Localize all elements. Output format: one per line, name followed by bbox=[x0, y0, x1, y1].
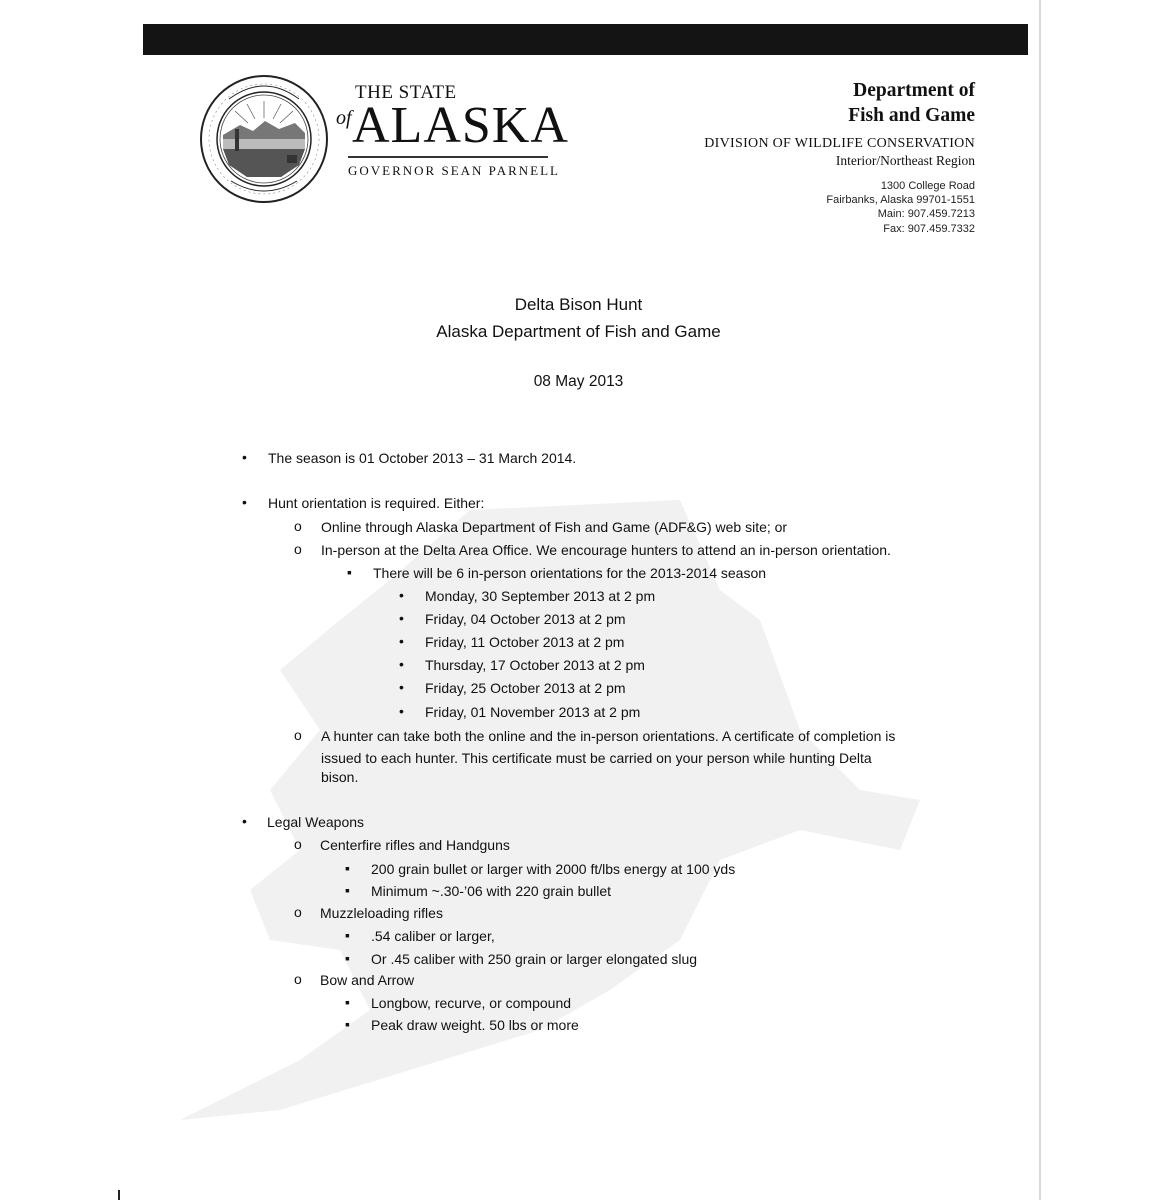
region-name: Interior/Northeast Region bbox=[835, 153, 975, 168]
square-marker: ▪ bbox=[345, 994, 350, 1010]
letterhead-bar bbox=[143, 24, 1028, 55]
state-of-text: of bbox=[336, 107, 352, 129]
document-date: 08 May 2013 bbox=[533, 373, 624, 390]
division-name: DIVISION OF WILDLIFE CONSERVATION bbox=[704, 136, 975, 151]
weapons-heading: Legal Weapons bbox=[267, 814, 365, 830]
circle-marker: o bbox=[294, 904, 302, 920]
centerfire-item: 200 grain bullet or larger with 2000 ft/lbs energy at 100 yds bbox=[371, 861, 736, 877]
state-alaska-text: ALASKA bbox=[352, 97, 569, 154]
bullet-marker: • bbox=[242, 449, 247, 465]
phone-line: Main: 907.459.7213 bbox=[877, 208, 975, 221]
centerfire-item: Minimum ~.30-’06 with 220 grain bullet bbox=[371, 883, 612, 899]
department-line-2: Fish and Game bbox=[848, 105, 975, 126]
session-item: Thursday, 17 October 2013 at 2 pm bbox=[425, 657, 645, 673]
session-item: Friday, 11 October 2013 at 2 pm bbox=[425, 634, 625, 650]
document-subtitle: Alaska Department of Fish and Game bbox=[436, 322, 721, 341]
muzzleloading-item: Or .45 caliber with 250 grain or larger elongated slug bbox=[371, 951, 698, 967]
session-item: Friday, 04 October 2013 at 2 pm bbox=[425, 611, 626, 627]
square-marker: ▪ bbox=[347, 564, 352, 580]
session-item: Friday, 01 November 2013 at 2 pm bbox=[425, 704, 641, 720]
muzzleloading-heading: Muzzleloading rifles bbox=[320, 905, 443, 921]
department-name bbox=[848, 78, 975, 128]
department-line-1: Department of bbox=[853, 80, 975, 101]
orientation-heading: Hunt orientation is required. Either: bbox=[268, 495, 485, 511]
circle-marker: o bbox=[294, 518, 302, 534]
session-item: Monday, 30 September 2013 at 2 pm bbox=[425, 588, 656, 604]
certificate-line-1: A hunter can take both the online and the in-person orientations. A certificate of completion is bbox=[321, 728, 896, 744]
bullet-marker: • bbox=[399, 633, 404, 649]
address-line: Fairbanks, Alaska 99701-1551 bbox=[826, 194, 975, 207]
bullet-marker: • bbox=[399, 610, 404, 626]
bow-item: Peak draw weight. 50 lbs or more bbox=[371, 1017, 579, 1033]
centerfire-heading: Centerfire rifles and Handguns bbox=[320, 837, 510, 853]
orientation-online: Online through Alaska Department of Fish and Game (ADF&G) web site; or bbox=[321, 519, 788, 535]
address-line: 1300 College Road bbox=[880, 180, 975, 192]
scan-edge bbox=[1039, 0, 1041, 1200]
scan-mark bbox=[118, 1190, 120, 1200]
bullet-marker: • bbox=[399, 587, 404, 603]
state-the-text: THE STATE bbox=[355, 82, 457, 103]
circle-marker: o bbox=[294, 971, 302, 987]
bullet-marker: • bbox=[399, 679, 404, 695]
bullet-marker: • bbox=[399, 656, 404, 672]
square-marker: ▪ bbox=[345, 927, 350, 943]
square-marker: ▪ bbox=[345, 1016, 350, 1032]
circle-marker: o bbox=[294, 836, 302, 852]
orientation-in-person: In-person at the Delta Area Office. We encourage hunters to attend an in-person orientation. bbox=[321, 542, 891, 558]
square-marker: ▪ bbox=[345, 860, 350, 876]
square-marker: ▪ bbox=[345, 882, 350, 898]
sessions-intro: There will be 6 in-person orientations for the 2013-2014 season bbox=[373, 565, 767, 581]
bullet-marker: • bbox=[242, 813, 247, 829]
certificate-line-3: bison. bbox=[321, 769, 359, 785]
bullet-marker: • bbox=[242, 494, 247, 510]
document-title: Delta Bison Hunt bbox=[514, 295, 643, 314]
session-item: Friday, 25 October 2013 at 2 pm bbox=[425, 680, 626, 696]
governor-name: GOVERNOR SEAN PARNELL bbox=[348, 163, 560, 178]
square-marker: ▪ bbox=[345, 950, 350, 966]
fax-line: Fax: 907.459.7332 bbox=[883, 222, 975, 235]
address-block bbox=[826, 179, 975, 236]
circle-marker: o bbox=[294, 541, 302, 557]
certificate-line-2: issued to each hunter. This certificate must be carried on your person while hunting Delta bbox=[321, 750, 872, 766]
state-seal-icon bbox=[195, 73, 333, 205]
letterhead-rule bbox=[348, 156, 548, 158]
bow-item: Longbow, recurve, or compound bbox=[371, 995, 572, 1011]
bullet-marker: • bbox=[399, 703, 404, 719]
bow-heading: Bow and Arrow bbox=[320, 972, 415, 988]
circle-marker: o bbox=[294, 727, 302, 743]
season-text: The season is 01 October 2013 – 31 March 2014. bbox=[268, 450, 577, 466]
muzzleloading-item: .54 caliber or larger, bbox=[371, 928, 495, 944]
